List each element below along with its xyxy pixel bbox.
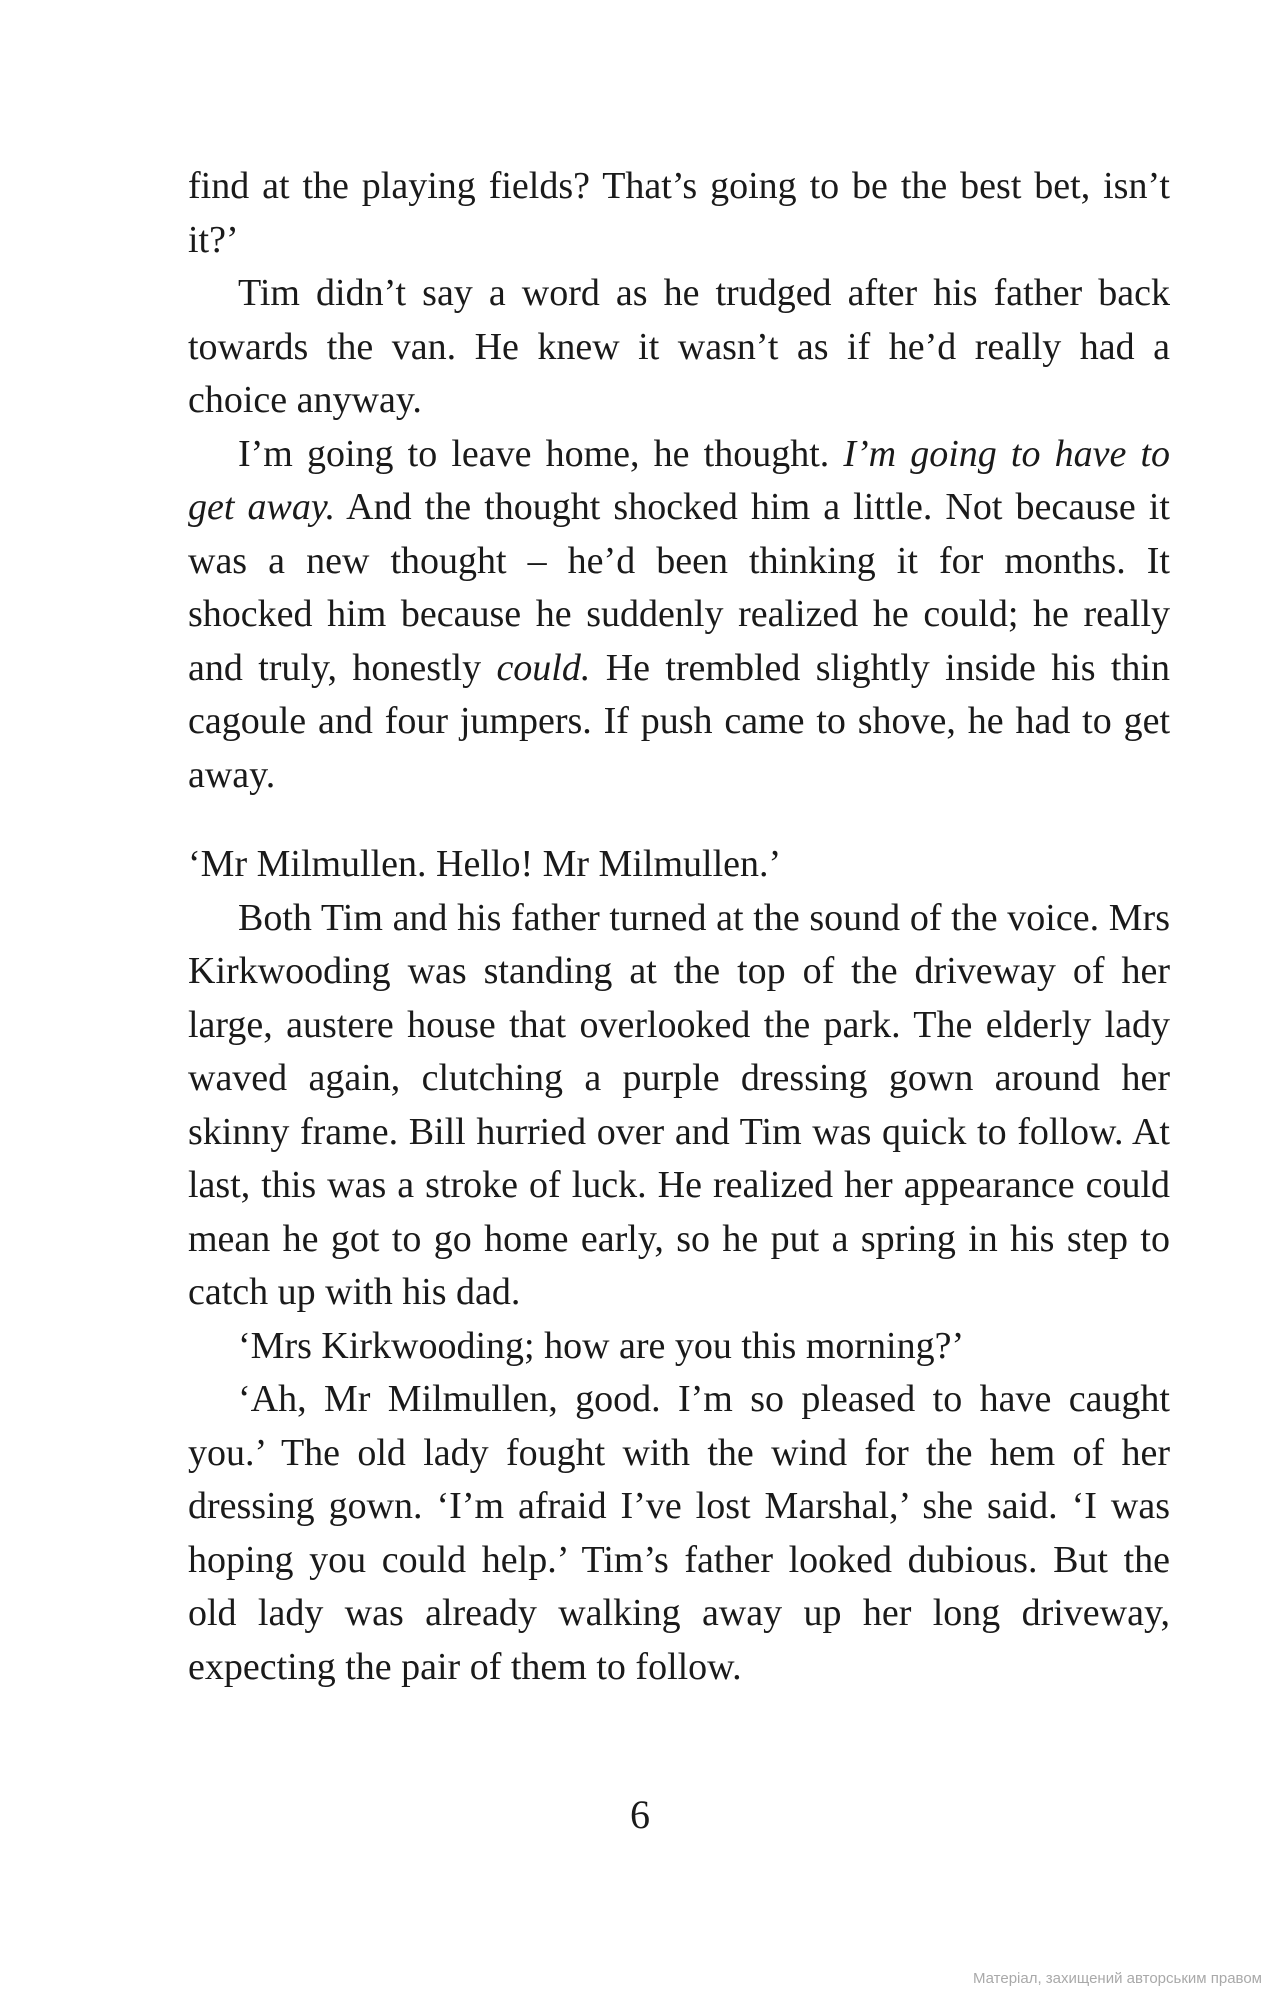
paragraph-text: ‘Ah, Mr Milmullen, good. I’m so pleased to have caught you.’ The old lady fought with the wind for the hem of her dressing gown. ‘I’m afraid I’ve lost Marshal,’ she said. ‘I was hoping you could help.’ Tim’s father looked dubious. But the old lady was already walking away up her long driveway, expecting the pair of them to follow. bbox=[188, 1378, 1170, 1688]
paragraph-text: Tim didn’t say a word as he trudged after his father back towards the van. He knew it wasn’t as if he’d really had a choice anyway. bbox=[188, 272, 1170, 421]
paragraph-text: And the thought shocked him a little. Not because it was a new thought – he’d been thinking it for months. It shocked him because he suddenly realized he could; he really and truly, honestly bbox=[188, 486, 1170, 689]
copyright-watermark: Матеріал, захищений авторським правом bbox=[972, 1970, 1262, 1987]
paragraph-text: Both Tim and his father turned at the sound of the voice. Mrs Kirkwooding was standing at the top of the driveway of her large, austere house that overlooked the park. The elderly lady waved again, clutching a purple dressing gown around her skinny frame. Bill hurried over and Tim was quick to follow. At last, this was a stroke of luck. He realized her appearance could mean he got to go home early, so he put a spring in his step to catch up with his dad. bbox=[188, 896, 1170, 1313]
page-number: 6 bbox=[630, 1792, 650, 1837]
text-block-second-section bbox=[188, 838, 1170, 1694]
paragraph-text: He trembled slightly inside his thin cagoule and four jumpers. If push came to shove, he had to get away. bbox=[188, 646, 1170, 796]
paragraph-text: find at the playing fields? That’s going to be the best bet, isn’t it?’ bbox=[188, 165, 1170, 261]
paragraph-text: ‘Mrs Kirkwooding; how are you this morning?’ bbox=[238, 1324, 965, 1367]
paragraph bbox=[188, 838, 1170, 892]
paragraph-text: I’m going to leave home, he thought. bbox=[238, 432, 844, 475]
italic-emphasis: could. bbox=[496, 646, 591, 689]
paragraph bbox=[188, 892, 1170, 1320]
text-block-first-section bbox=[188, 160, 1170, 802]
paragraph-text: ‘Mr Milmullen. Hello! Mr Milmullen.’ bbox=[188, 843, 782, 885]
italic-thought: I’m going to have to get away. bbox=[188, 432, 1171, 528]
paragraph bbox=[188, 267, 1170, 428]
paragraph bbox=[188, 160, 1170, 267]
paragraph bbox=[188, 1373, 1170, 1694]
paragraph bbox=[188, 428, 1170, 803]
paragraph bbox=[188, 1320, 1170, 1374]
